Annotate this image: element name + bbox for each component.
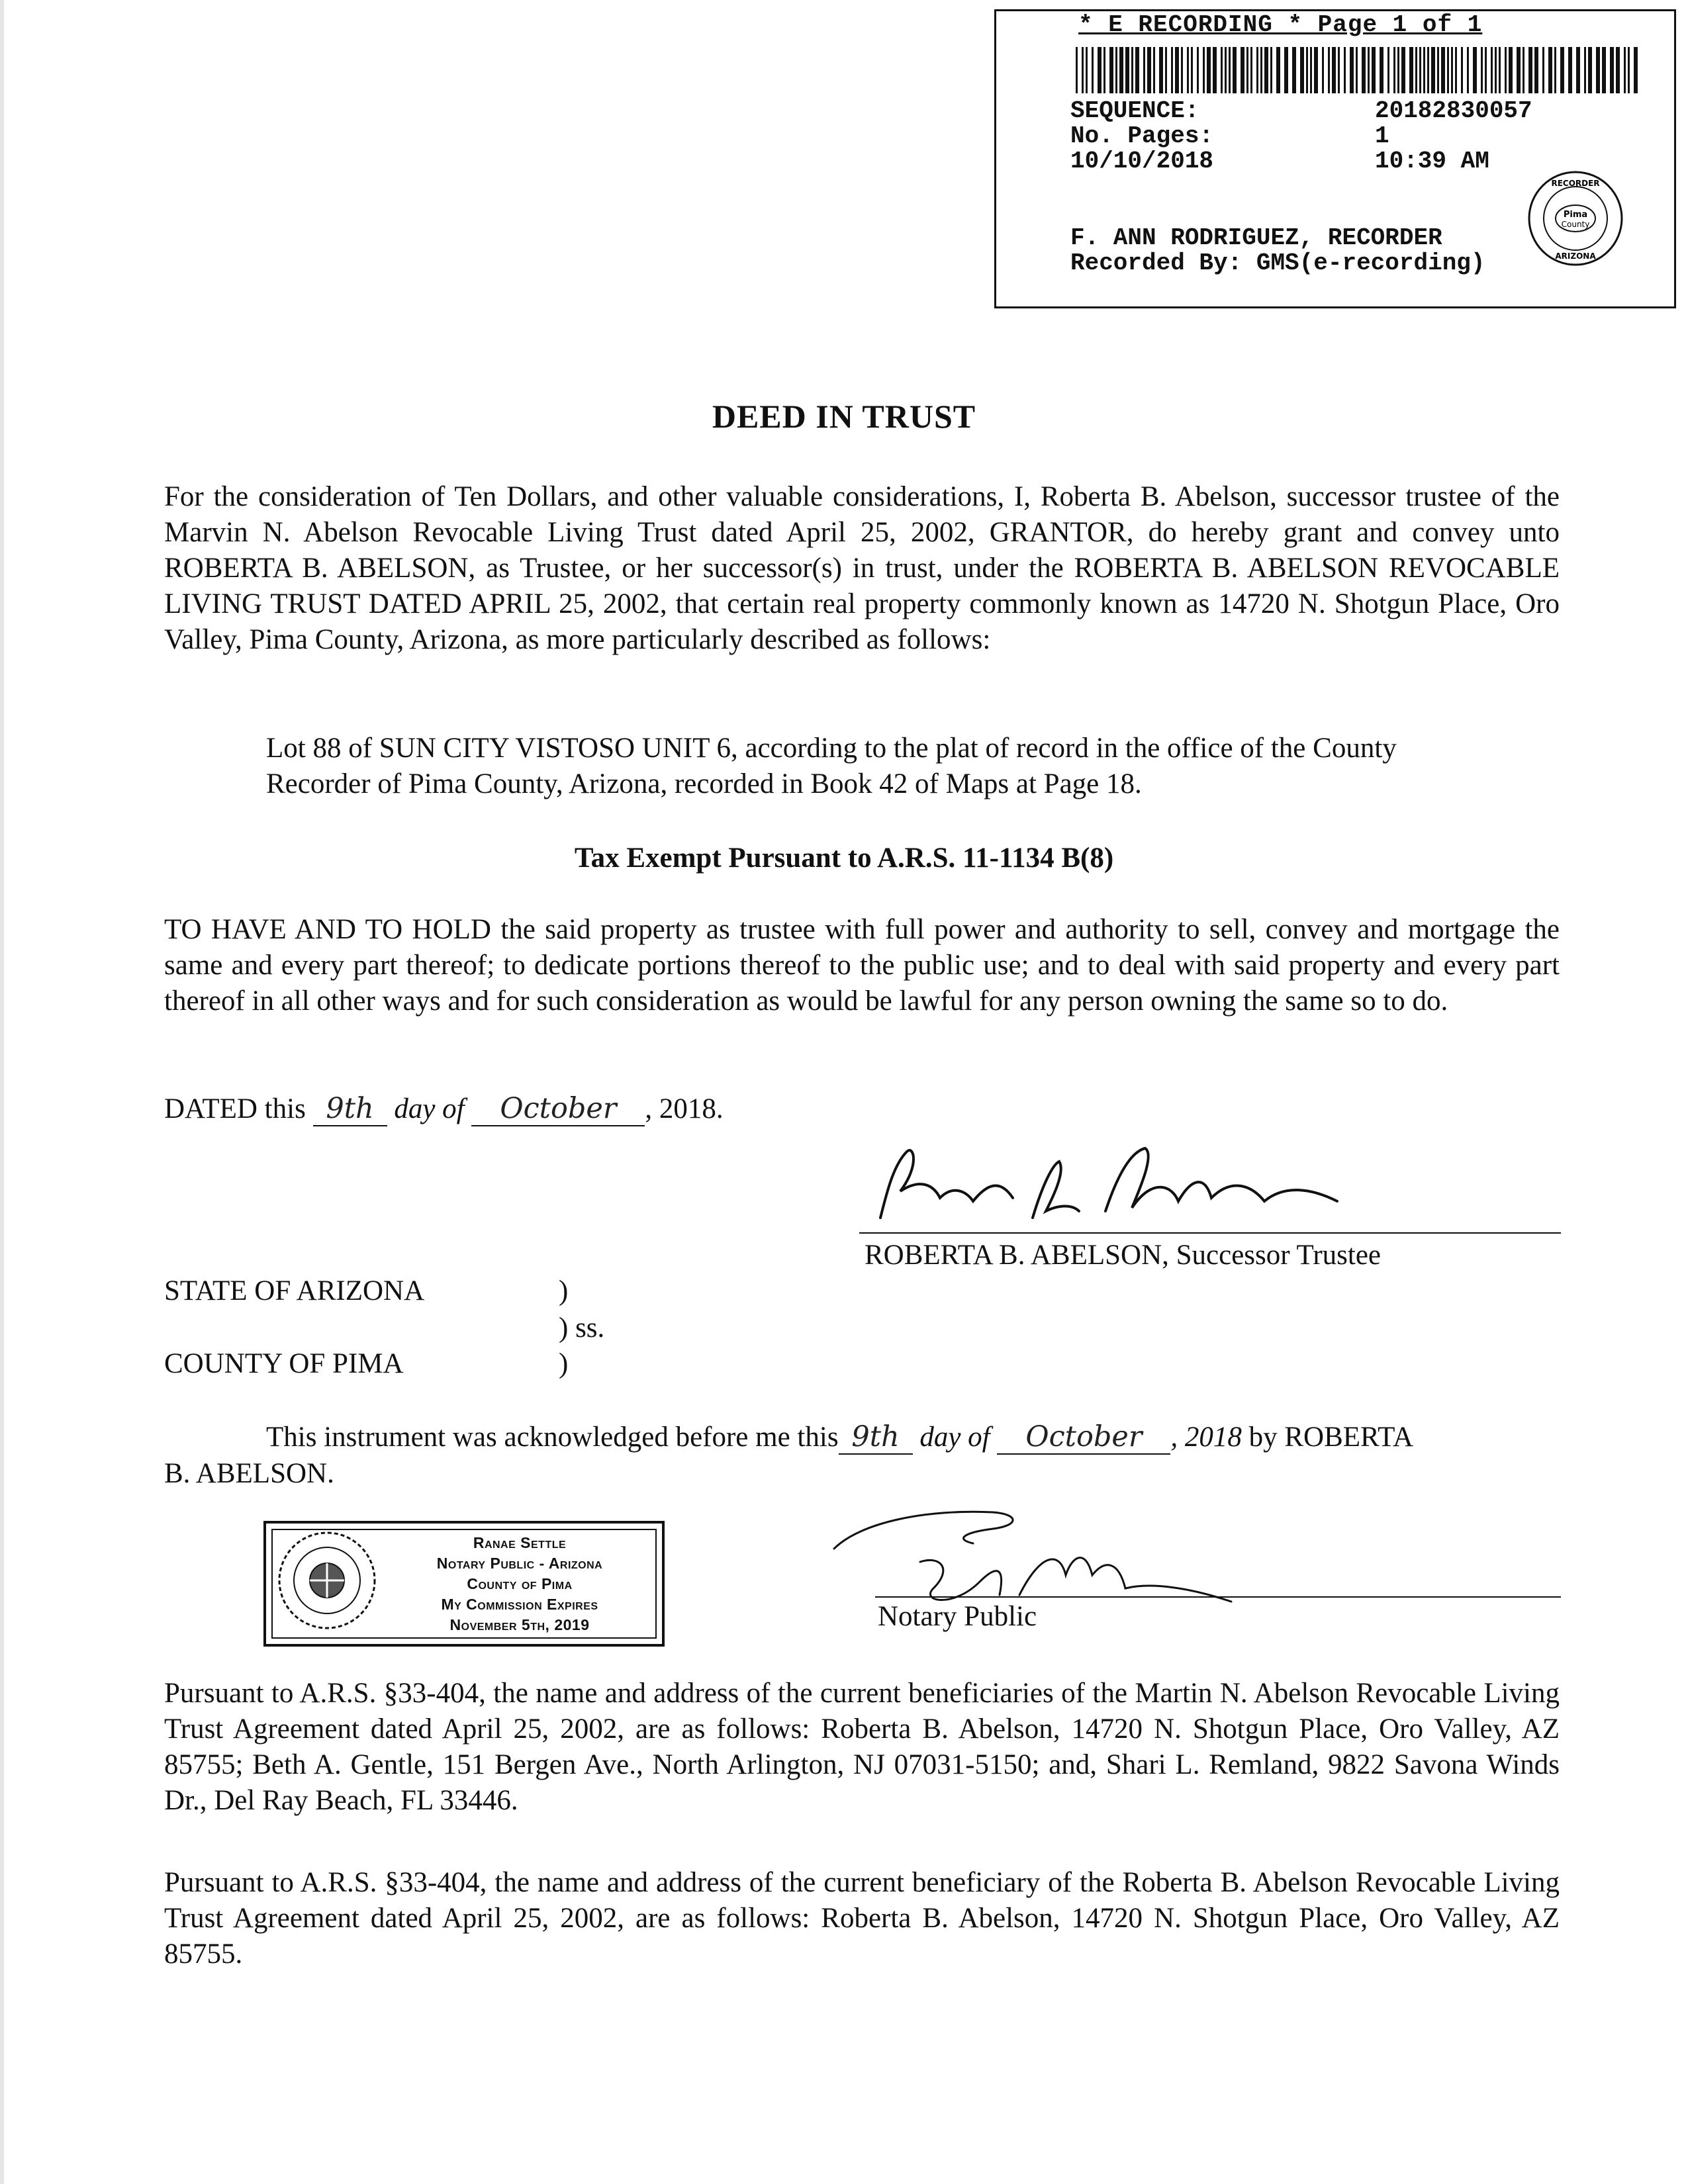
barcode-bar <box>1246 47 1248 93</box>
barcode-bar <box>1322 47 1324 93</box>
ack-year: , 2018 <box>1170 1422 1242 1453</box>
ack-month-handwritten: October <box>997 1420 1170 1455</box>
barcode-bar <box>1344 47 1346 93</box>
ack-suffix: by ROBERTA <box>1248 1422 1414 1453</box>
barcode-bar <box>1086 47 1088 93</box>
barcode-bar <box>1225 47 1227 93</box>
recording-stamp-box <box>994 9 1676 308</box>
barcode-bar <box>1427 47 1429 93</box>
barcode-bar <box>1098 47 1102 93</box>
barcode-bar <box>1401 47 1405 93</box>
barcode-bar <box>1197 47 1199 93</box>
barcode-bar <box>1397 47 1399 93</box>
barcode-bar <box>1175 47 1179 93</box>
barcode-bar <box>1596 47 1600 93</box>
habendum-paragraph: TO HAVE AND TO HOLD the said property as trustee with full power and authority to sell, convey and mortgage the same and every part thereof; to dedicate portions thereof to the public use; and to deal with said property and every part thereof in all other ways and for such consideration as would be lawful for any person owning the same so to do. <box>164 914 1560 1017</box>
svg-text:RECORDER: RECORDER <box>1551 179 1600 188</box>
barcode-bar <box>1437 47 1439 93</box>
barcode-bar <box>1628 47 1630 93</box>
conveyance-paragraph: For the consideration of Ten Dollars, and other valuable considerations, I, Roberta B. Abelson, successor trustee of the Marvin N. Abelson Revocable Living Trust dated April 25, 2002, GRANTOR, do hereby grant and convey unto ROBERTA B. ABELSON, as Trustee, or her successor(s) in trust, under the ROBERTA B. ABELSON REVOCABLE LIVING TRUST DATED APRIL 25, 2002, that certain real property commonly known as 14720 N. Shotgun Place, Oro Valley, Pima County, Arizona, as more particularly described as follows: <box>164 481 1560 655</box>
grantor-signature <box>861 1138 1377 1231</box>
notary-stamp <box>263 1521 665 1647</box>
barcode-bar <box>1393 47 1395 93</box>
barcode-bar <box>1528 47 1532 93</box>
ack-prefix: This instrument was acknowledged before me this <box>266 1422 839 1453</box>
barcode-bar <box>1076 47 1078 93</box>
recorded-by: Recorded By: GMS(e-recording) <box>1070 250 1485 277</box>
barcode-bar <box>1584 47 1586 93</box>
dated-month-handwritten: October <box>471 1092 645 1126</box>
barcode-bar <box>1115 47 1117 93</box>
barcode-bar <box>1292 47 1296 93</box>
barcode-bar <box>1505 47 1507 93</box>
barcode-bar <box>1602 47 1606 93</box>
barcode-bar <box>1415 47 1417 93</box>
barcode-bar <box>1610 47 1614 93</box>
barcode-bar <box>1328 47 1330 93</box>
recording-time: 10:39 AM <box>1375 148 1489 175</box>
venue-county: COUNTY OF PIMA <box>164 1348 404 1379</box>
stamp-line-5: November 5th, 2019 <box>449 1616 590 1633</box>
barcode-bar <box>1241 47 1244 93</box>
barcode-bar <box>1467 47 1469 93</box>
barcode-bar <box>1616 47 1620 93</box>
barcode-bar <box>1554 47 1556 93</box>
venue-paren-ss: ) ss. <box>559 1312 605 1343</box>
pages-value: 1 <box>1375 122 1389 150</box>
barcode-bar <box>1207 47 1211 93</box>
acknowledgment-line-2: B. ABELSON. <box>164 1458 334 1489</box>
barcode-bar <box>1419 47 1421 93</box>
barcode-bar <box>1135 47 1139 93</box>
barcode-bar <box>1284 47 1288 93</box>
svg-text:ARIZONA: ARIZONA <box>1555 251 1596 261</box>
barcode-bar <box>1203 47 1205 93</box>
stamp-line-2: Notary Public - Arizona <box>436 1555 603 1572</box>
barcode-bar <box>1181 47 1183 93</box>
tax-exempt-heading: Tax Exempt Pursuant to A.R.S. 11-1134 B(8) <box>574 842 1114 874</box>
scan-edge <box>0 0 4 2184</box>
barcode-bar <box>1441 47 1445 93</box>
barcode-bar <box>1423 47 1425 93</box>
barcode-bar <box>1109 47 1113 93</box>
dated-day-handwritten: 9th <box>313 1092 387 1126</box>
barcode-bar <box>1362 47 1366 93</box>
barcode-bar <box>1119 47 1123 93</box>
stamp-line-3: County of Pima <box>467 1575 573 1592</box>
dated-line <box>164 1092 724 1126</box>
barcode-bar <box>1350 47 1354 93</box>
barcode-bar <box>1159 47 1163 93</box>
barcode-bar <box>1310 47 1312 93</box>
barcode-bar <box>1191 47 1193 93</box>
recording-date: 10/10/2018 <box>1070 148 1214 175</box>
barcode-bar <box>1372 47 1376 93</box>
dated-prefix: DATED this <box>164 1093 306 1124</box>
notary-seal-icon <box>274 1527 380 1633</box>
stamp-line-4: My Commission Expires <box>441 1596 598 1613</box>
barcode-bar <box>1451 47 1453 93</box>
pages-label: No. Pages: <box>1070 122 1214 150</box>
sequence-label: SEQUENCE: <box>1070 97 1199 124</box>
signer-title: ROBERTA B. ABELSON, Successor Trustee <box>865 1240 1381 1271</box>
barcode-bar <box>1473 47 1477 93</box>
notary-signature-line <box>875 1596 1561 1598</box>
barcode-bar <box>1560 47 1564 93</box>
sequence-value: 20182830057 <box>1375 97 1532 124</box>
barcode-bar <box>1588 47 1592 93</box>
document-title: DEED IN TRUST <box>712 398 976 435</box>
acknowledgment-line <box>266 1420 1413 1455</box>
grantor-signature-line <box>859 1232 1561 1234</box>
barcode-bar <box>1517 47 1521 93</box>
ack-day-handwritten: 9th <box>839 1420 913 1455</box>
stamp-notary-name: Ranae Settle <box>473 1534 567 1551</box>
barcode-bar <box>1264 47 1268 93</box>
dated-mid: day of <box>394 1093 465 1124</box>
barcode-bar <box>1624 47 1626 93</box>
barcode-bar <box>1270 47 1272 93</box>
barcode-bar <box>1131 47 1133 93</box>
barcode-bar <box>1250 47 1252 93</box>
barcode-bar <box>1276 47 1280 93</box>
barcode-bar <box>1534 47 1538 93</box>
barcode-bar <box>1368 47 1370 93</box>
barcode-bar <box>1125 47 1129 93</box>
barcode-bar <box>1634 47 1638 93</box>
barcode-bar <box>1143 47 1145 93</box>
barcode-bar <box>1153 47 1155 93</box>
barcode-bar <box>1542 47 1544 93</box>
beneficiaries-paragraph-1: Pursuant to A.R.S. §33-404, the name and address of the current beneficiaries of the Martin N. Abelson Revocable Living Trust Agreement dated April 25, 2002, are as follows: Roberta B. Abelson, 14720 N. Shotgun Place, Oro Valley, AZ 85755; Beth A. Gentle, 151 Bergen Ave., North Arlington, NJ 07031-5150; and, Shari L. Remland, 9822 Savona Winds Dr., Del Ray Beach, FL 33446. <box>164 1678 1560 1816</box>
barcode-bar <box>1576 47 1580 93</box>
venue-paren-1: ) <box>559 1275 569 1306</box>
ack-mid: day of <box>919 1422 990 1453</box>
barcode-bar <box>1300 47 1304 93</box>
barcode-bar <box>1461 47 1463 93</box>
dated-suffix: , 2018. <box>645 1093 724 1124</box>
barcode-bar <box>1455 47 1457 93</box>
barcode-bar <box>1409 47 1413 93</box>
barcode-bar <box>1447 47 1449 93</box>
barcode-bar <box>1568 47 1572 93</box>
barcode-bar <box>1306 47 1308 93</box>
barcode-bar <box>1314 47 1318 93</box>
notary-stamp-text <box>384 1533 655 1635</box>
barcode-bar <box>1082 47 1084 93</box>
barcode-bar <box>1523 47 1524 93</box>
notary-public-label: Notary Public <box>878 1601 1037 1632</box>
recording-header: * E RECORDING * Page 1 of 1 <box>1078 11 1483 38</box>
barcode-bar <box>1187 47 1189 93</box>
barcode-bar <box>1260 47 1262 93</box>
barcode-bar <box>1233 47 1237 93</box>
barcode-bar <box>1256 47 1258 93</box>
barcode-bar <box>1499 47 1501 93</box>
legal-description: Lot 88 of SUN CITY VISTOSO UNIT 6, according to the plat of record in the office of the County Recorder of Pima County, Arizona, recorded in Book 42 of Maps at Page 18. <box>266 733 1397 799</box>
barcode-bar <box>1431 47 1435 93</box>
svg-text:Pima: Pima <box>1563 210 1588 220</box>
barcode-bar <box>1221 47 1223 93</box>
barcode-bar <box>1491 47 1493 93</box>
barcode-bar <box>1338 47 1340 93</box>
barcode-bar <box>1380 47 1383 93</box>
barcode-bar <box>1171 47 1173 93</box>
barcode-bar <box>1548 47 1552 93</box>
barcode-bar <box>1481 47 1483 93</box>
beneficiaries-paragraph-2: Pursuant to A.R.S. §33-404, the name and address of the current beneficiary of the Roberta B. Abelson Revocable Living Trust Agreement dated April 25, 2002, are as follows: Roberta B. Abelson, 14720 N. Shotgun Place, Oro Valley, AZ 85755. <box>164 1867 1560 1970</box>
county-recorder-seal-icon <box>1526 169 1625 268</box>
barcode-bar <box>1165 47 1167 93</box>
barcode-bar <box>1387 47 1389 93</box>
svg-text:County: County <box>1561 220 1590 229</box>
barcode-bar <box>1509 47 1513 93</box>
barcode-bar <box>1103 47 1105 93</box>
barcode-bar <box>1147 47 1151 93</box>
barcode-bar <box>1495 47 1497 93</box>
barcode <box>1076 47 1642 93</box>
venue-state: STATE OF ARIZONA <box>164 1275 425 1306</box>
barcode-bar <box>1356 47 1358 93</box>
venue-paren-3: ) <box>559 1348 569 1379</box>
barcode-bar <box>1332 47 1336 93</box>
barcode-bar <box>1092 47 1094 93</box>
barcode-bar <box>1485 47 1487 93</box>
barcode-bar <box>1229 47 1231 93</box>
barcode-bar <box>1213 47 1217 93</box>
recorder-name: F. ANN RODRIGUEZ, RECORDER <box>1070 224 1442 251</box>
